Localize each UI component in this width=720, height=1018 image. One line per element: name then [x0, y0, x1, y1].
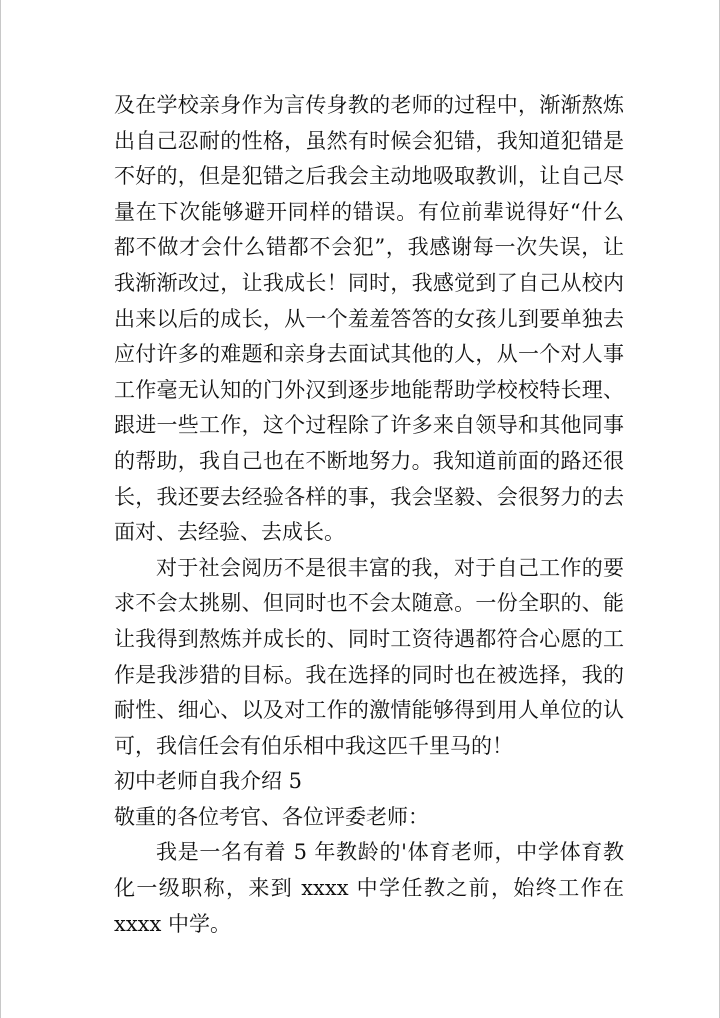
body-paragraph: 我是一名有着 5 年教龄的'体育老师，中学体育教化一级职称，来到 xxxx 中学任教之前，始终工作在 xxxx 中学。: [114, 840, 624, 936]
body-paragraph: 及在学校亲身作为言传身教的老师的过程中，渐渐熬炼出自己忍耐的性格，虽然有时候会犯错，我知道犯错是不好的，但是犯错之后我会主动地吸取教训，让自己尽量在下次能够避开同样的错误。有位前辈说得好“什么都不做才会什么错都不会犯”，我感谢每一次失误，让我渐渐改过，让我成长！同时，我感觉到了自己从校内出来以后的成长，从一个羞羞答答的女孩儿到要单独去应付许多的难题和亲身去面试其他的人，从一个对人事工作毫无认知的门外汉到逐步地能帮助学校校特长理、跟进一些工作，这个过程除了许多来自领导和其他同事的帮助，我自己也在不断地努力。我知道前面的路还很长，我还要去经验各样的事，我会坚毅、会很努力的去面对、去经验、去成长。: [114, 93, 624, 545]
section-title: 初中老师自我介绍 5: [114, 769, 303, 794]
document-body: [114, 88, 624, 942]
salutation: 敬重的各位考官、各位评委老师：: [114, 804, 429, 829]
body-paragraph: 对于社会阅历不是很丰富的我，对于自己工作的要求不会太挑剔、但同时也不会太随意。一份全职的、能让我得到熬炼并成长的、同时工资待遇都符合心愿的工作是我涉猎的目标。我在选择的同时也在被选择，我的耐性、细心、以及对工作的激情能够得到用人单位的认可，我信任会有伯乐相中我这匹千里马的！: [114, 555, 624, 758]
